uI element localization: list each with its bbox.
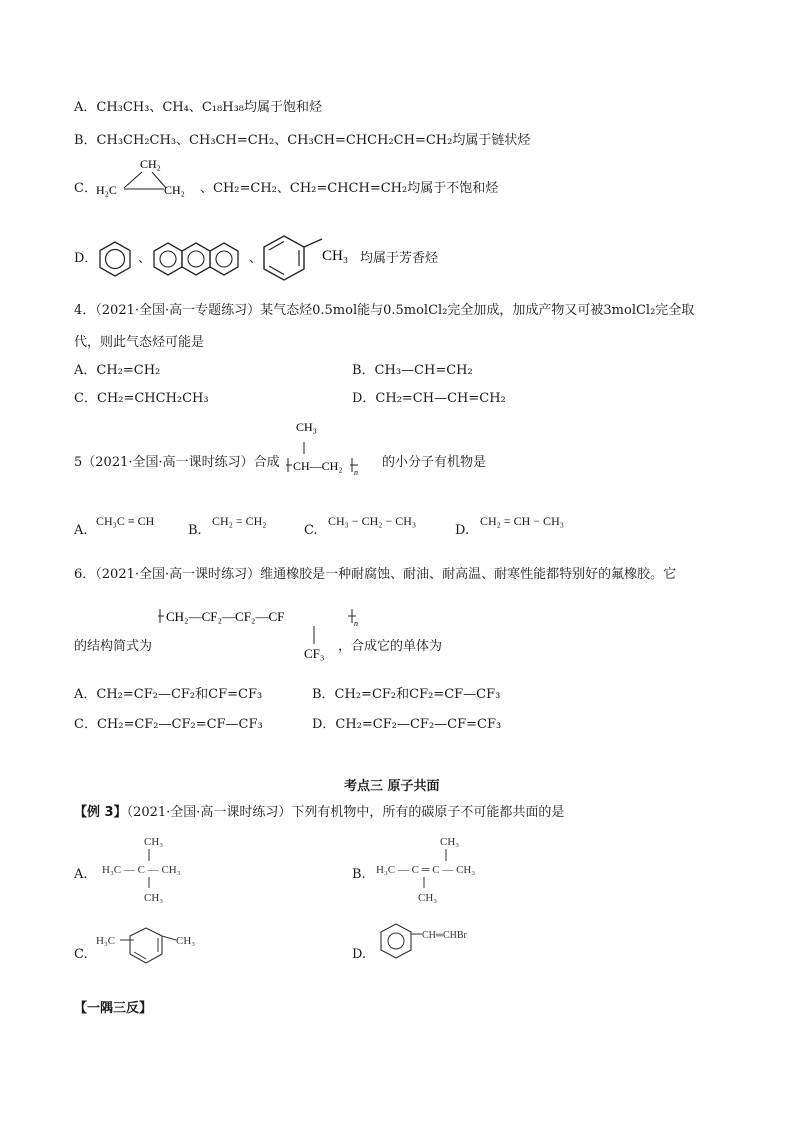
q3-option-d-label: D．	[74, 251, 98, 266]
q4-option-a: A．CH₂=CH₂	[74, 363, 161, 378]
toluene-ch3-label: CH₃	[322, 248, 349, 264]
neopentane-top-label: CH₃	[144, 836, 164, 848]
neopentane-structure	[102, 832, 212, 904]
q6-line2-suffix: ，合成它的单体为	[338, 639, 443, 654]
bromostyrene-structure	[378, 920, 508, 970]
viton-main-label: CH₂—CF₂—CF₂—CF	[166, 609, 285, 624]
cyclopropane-structure	[96, 152, 196, 202]
q4-stem-line2: 代，则此气态烃可能是	[74, 335, 205, 350]
tetramethylethylene-structure	[376, 832, 506, 904]
q6-line2-prefix: 的结构简式为	[74, 639, 153, 654]
meta-xylene-structure	[96, 922, 216, 978]
polypropylene-main-label: CH—CH₂	[293, 459, 343, 473]
example3-stem: （2021·全国·高一课时练习）下列有机物中，所有的碳原子不可能都共面的是	[126, 805, 565, 820]
neopentane-mid-label: H₃C — C — CH₃	[102, 864, 181, 876]
q5-option-a: CH₃C ≡ CH	[96, 514, 155, 528]
q6-option-a: A．CH₂=CF₂—CF₂和CF=CF₃	[74, 687, 263, 702]
tetramethylethylene-mid-label: H₃C — C ═ C — CH₃	[376, 864, 476, 876]
q5-option-a-label: A.	[74, 523, 88, 538]
tetramethylethylene-bottom-label: CH₃	[418, 892, 438, 904]
tetramethylethylene-top-label: CH₃	[440, 836, 460, 848]
benzene-ring-icon	[97, 240, 133, 278]
q3-option-c-label: C．	[74, 181, 97, 196]
cyclopropane-left-label: H₂C	[96, 183, 117, 197]
viton-n-label: n	[354, 619, 358, 628]
example3-option-d-label: D.	[352, 947, 367, 962]
q6-option-b: B．CH₂=CF₂和CF₂=CF—CF₃	[312, 687, 501, 702]
example3-option-b-label: B.	[352, 867, 366, 882]
example3-tag: 【例 3】	[74, 805, 127, 820]
q5-stem-suffix: 的小分子有机物是	[382, 455, 487, 470]
q3-option-d-sep1: 、	[138, 251, 152, 266]
q6-stem: 6．（2021·全国·高一课时练习）维通橡胶是一种耐腐蚀、耐油、耐高温、耐寒性能都特别好的氟橡胶。它	[74, 567, 677, 582]
xylene-left-label: H₃C	[96, 935, 116, 947]
polypropylene-n-label: n	[354, 468, 358, 477]
bromostyrene-sub-label: CH═CHBr	[422, 930, 467, 941]
polypropylene-structure	[286, 418, 386, 478]
viton-cf3-label: CF₃	[304, 646, 325, 661]
practice-title: 【一隅三反】	[74, 1001, 153, 1016]
polypropylene-ch3-label: CH₃	[296, 420, 317, 434]
section-title: 考点三 原子共面	[344, 779, 440, 794]
q3-option-a: A．CH₃CH₃、CH₄、C₁₈H₃₈均属于饱和烃	[74, 100, 323, 115]
xylene-right-label: CH₃	[176, 935, 196, 947]
q5-stem-prefix: 5（2021·全国·高一课时练习）合成	[74, 455, 280, 470]
q4-option-d: D．CH₂=CH—CH=CH₂	[352, 391, 506, 406]
example3-option-c-label: C.	[74, 947, 88, 962]
q5-option-c-label: C.	[304, 523, 318, 538]
q3-option-b: B．CH₃CH₂CH₃、CH₃CH=CH₂、CH₃CH=CHCH₂CH=CH₂均属于链状烃	[74, 133, 531, 148]
q4-option-c: C．CH₂=CHCH₂CH₃	[74, 391, 209, 406]
q6-option-c: C．CH₂=CF₂—CF₂=CF—CF₃	[74, 717, 263, 732]
toluene-structure	[262, 234, 372, 280]
cyclopropane-right-label: CH₂	[164, 183, 185, 197]
anthracene-icon	[153, 241, 245, 277]
q4-stem-line1: 4．（2021·全国·高一专题练习）某气态烃0.5mol能与0.5molCl₂完全加成，加成产物又可被3molCl₂完全取	[74, 303, 695, 318]
example3-stem-line	[74, 804, 564, 822]
q4-option-b: B．CH₃—CH=CH₂	[352, 363, 473, 378]
q5-option-b: CH₂ = CH₂	[212, 514, 267, 528]
example3-option-a-label: A.	[74, 867, 88, 882]
q5-option-d-label: D.	[455, 523, 470, 538]
q5-option-d: CH₂ = CH − CH₃	[480, 514, 564, 528]
neopentane-bottom-label: CH₃	[144, 892, 164, 904]
q3-option-d-text: 均属于芳香烃	[360, 251, 439, 266]
cyclopropane-top-label: CH₂	[140, 157, 161, 171]
q5-option-b-label: B.	[188, 523, 202, 538]
q6-option-d: D．CH₂=CF₂—CF₂—CF=CF₃	[312, 717, 502, 732]
q5-option-c: CH₃ − CH₂ − CH₃	[328, 514, 417, 528]
q3-option-d-sep2: 、	[249, 251, 263, 266]
q3-option-c-text: 、CH₂=CH₂、CH₂=CHCH=CH₂均属于不饱和烃	[200, 181, 499, 196]
